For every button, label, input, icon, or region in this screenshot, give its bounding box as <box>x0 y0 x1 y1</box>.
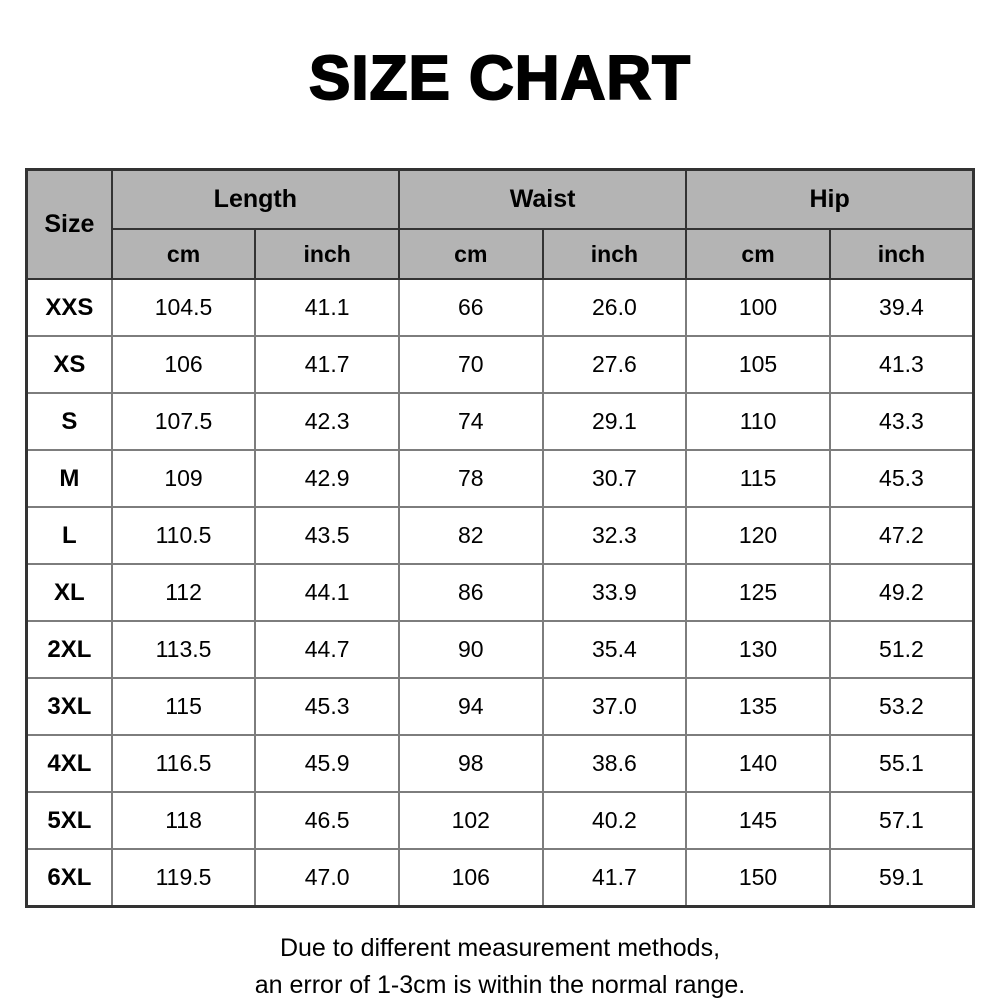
measurement-value: 70 <box>399 336 543 393</box>
unit-header-inch: inch <box>255 229 399 279</box>
size-label: 2XL <box>27 621 112 678</box>
measurement-value: 105 <box>686 336 830 393</box>
measurement-value: 78 <box>399 450 543 507</box>
disclaimer-line-1: Due to different measurement methods, <box>279 934 721 962</box>
measurement-value: 125 <box>686 564 830 621</box>
length-group-header: Length <box>112 170 399 230</box>
measurement-value: 82 <box>399 507 543 564</box>
measurement-value: 45.9 <box>255 735 399 792</box>
table-row <box>27 735 974 792</box>
size-label: XS <box>27 336 112 393</box>
measurement-value: 33.9 <box>543 564 687 621</box>
measurement-value: 115 <box>112 678 256 735</box>
table-row <box>27 849 974 907</box>
size-chart-table <box>25 168 975 908</box>
measurement-value: 43.5 <box>255 507 399 564</box>
disclaimer-line-2: an error of 1-3cm is within the normal range. <box>254 971 746 999</box>
size-label: L <box>27 507 112 564</box>
measurement-value: 26.0 <box>543 279 687 336</box>
table-row <box>27 621 974 678</box>
measurement-value: 32.3 <box>543 507 687 564</box>
measurement-value: 51.2 <box>830 621 974 678</box>
measurement-value: 41.3 <box>830 336 974 393</box>
table-row <box>27 393 974 450</box>
measurement-value: 59.1 <box>830 849 974 907</box>
unit-header-row <box>27 229 974 279</box>
measurement-value: 130 <box>686 621 830 678</box>
measurement-value: 150 <box>686 849 830 907</box>
table-row <box>27 507 974 564</box>
measurement-value: 57.1 <box>830 792 974 849</box>
measurement-value: 41.1 <box>255 279 399 336</box>
size-label: XXS <box>27 279 112 336</box>
unit-header-cm: cm <box>686 229 830 279</box>
measurement-value: 43.3 <box>830 393 974 450</box>
measurement-value: 27.6 <box>543 336 687 393</box>
measurement-value: 118 <box>112 792 256 849</box>
size-label: S <box>27 393 112 450</box>
size-column-header: Size <box>27 170 112 280</box>
measurement-value: 109 <box>112 450 256 507</box>
measurement-value: 40.2 <box>543 792 687 849</box>
measurement-value: 110 <box>686 393 830 450</box>
table-row <box>27 678 974 735</box>
hip-group-header: Hip <box>686 170 973 230</box>
measurement-value: 39.4 <box>830 279 974 336</box>
size-label: 4XL <box>27 735 112 792</box>
measurement-value: 106 <box>112 336 256 393</box>
size-label: 5XL <box>27 792 112 849</box>
measurement-value: 38.6 <box>543 735 687 792</box>
measurement-value: 42.3 <box>255 393 399 450</box>
measurement-value: 49.2 <box>830 564 974 621</box>
size-label: M <box>27 450 112 507</box>
measurement-value: 94 <box>399 678 543 735</box>
measurement-value: 29.1 <box>543 393 687 450</box>
unit-header-cm: cm <box>112 229 256 279</box>
disclaimer-text <box>0 930 1000 1000</box>
measurement-value: 112 <box>112 564 256 621</box>
measurement-value: 102 <box>399 792 543 849</box>
measurement-value: 37.0 <box>543 678 687 735</box>
unit-header-inch: inch <box>543 229 687 279</box>
table-row <box>27 336 974 393</box>
table-row <box>27 279 974 336</box>
measurement-value: 107.5 <box>112 393 256 450</box>
table-row <box>27 792 974 849</box>
measurement-value: 55.1 <box>830 735 974 792</box>
measurement-value: 35.4 <box>543 621 687 678</box>
table-row <box>27 564 974 621</box>
measurement-value: 104.5 <box>112 279 256 336</box>
measurement-value: 120 <box>686 507 830 564</box>
measurement-value: 44.1 <box>255 564 399 621</box>
table-row <box>27 450 974 507</box>
waist-group-header: Waist <box>399 170 686 230</box>
measurement-value: 66 <box>399 279 543 336</box>
measurement-value: 145 <box>686 792 830 849</box>
table-header <box>27 170 974 280</box>
measurement-value: 90 <box>399 621 543 678</box>
measurement-value: 119.5 <box>112 849 256 907</box>
measurement-value: 45.3 <box>255 678 399 735</box>
size-label: 6XL <box>27 849 112 907</box>
measurement-value: 86 <box>399 564 543 621</box>
measurement-value: 74 <box>399 393 543 450</box>
measurement-value: 106 <box>399 849 543 907</box>
measurement-value: 42.9 <box>255 450 399 507</box>
unit-header-cm: cm <box>399 229 543 279</box>
measurement-value: 110.5 <box>112 507 256 564</box>
measurement-value: 44.7 <box>255 621 399 678</box>
measurement-value: 45.3 <box>830 450 974 507</box>
measurement-value: 47.0 <box>255 849 399 907</box>
measurement-value: 47.2 <box>830 507 974 564</box>
measurement-value: 140 <box>686 735 830 792</box>
measurement-value: 116.5 <box>112 735 256 792</box>
measurement-value: 46.5 <box>255 792 399 849</box>
table-body <box>27 279 974 907</box>
measurement-value: 115 <box>686 450 830 507</box>
size-label: XL <box>27 564 112 621</box>
measurement-value: 100 <box>686 279 830 336</box>
measurement-value: 41.7 <box>255 336 399 393</box>
size-label: 3XL <box>27 678 112 735</box>
measurement-value: 135 <box>686 678 830 735</box>
measurement-value: 41.7 <box>543 849 687 907</box>
group-header-row <box>27 170 974 230</box>
unit-header-inch: inch <box>830 229 974 279</box>
measurement-value: 30.7 <box>543 450 687 507</box>
measurement-value: 53.2 <box>830 678 974 735</box>
measurement-value: 113.5 <box>112 621 256 678</box>
page-title: SIZE CHART <box>309 44 691 113</box>
measurement-value: 98 <box>399 735 543 792</box>
